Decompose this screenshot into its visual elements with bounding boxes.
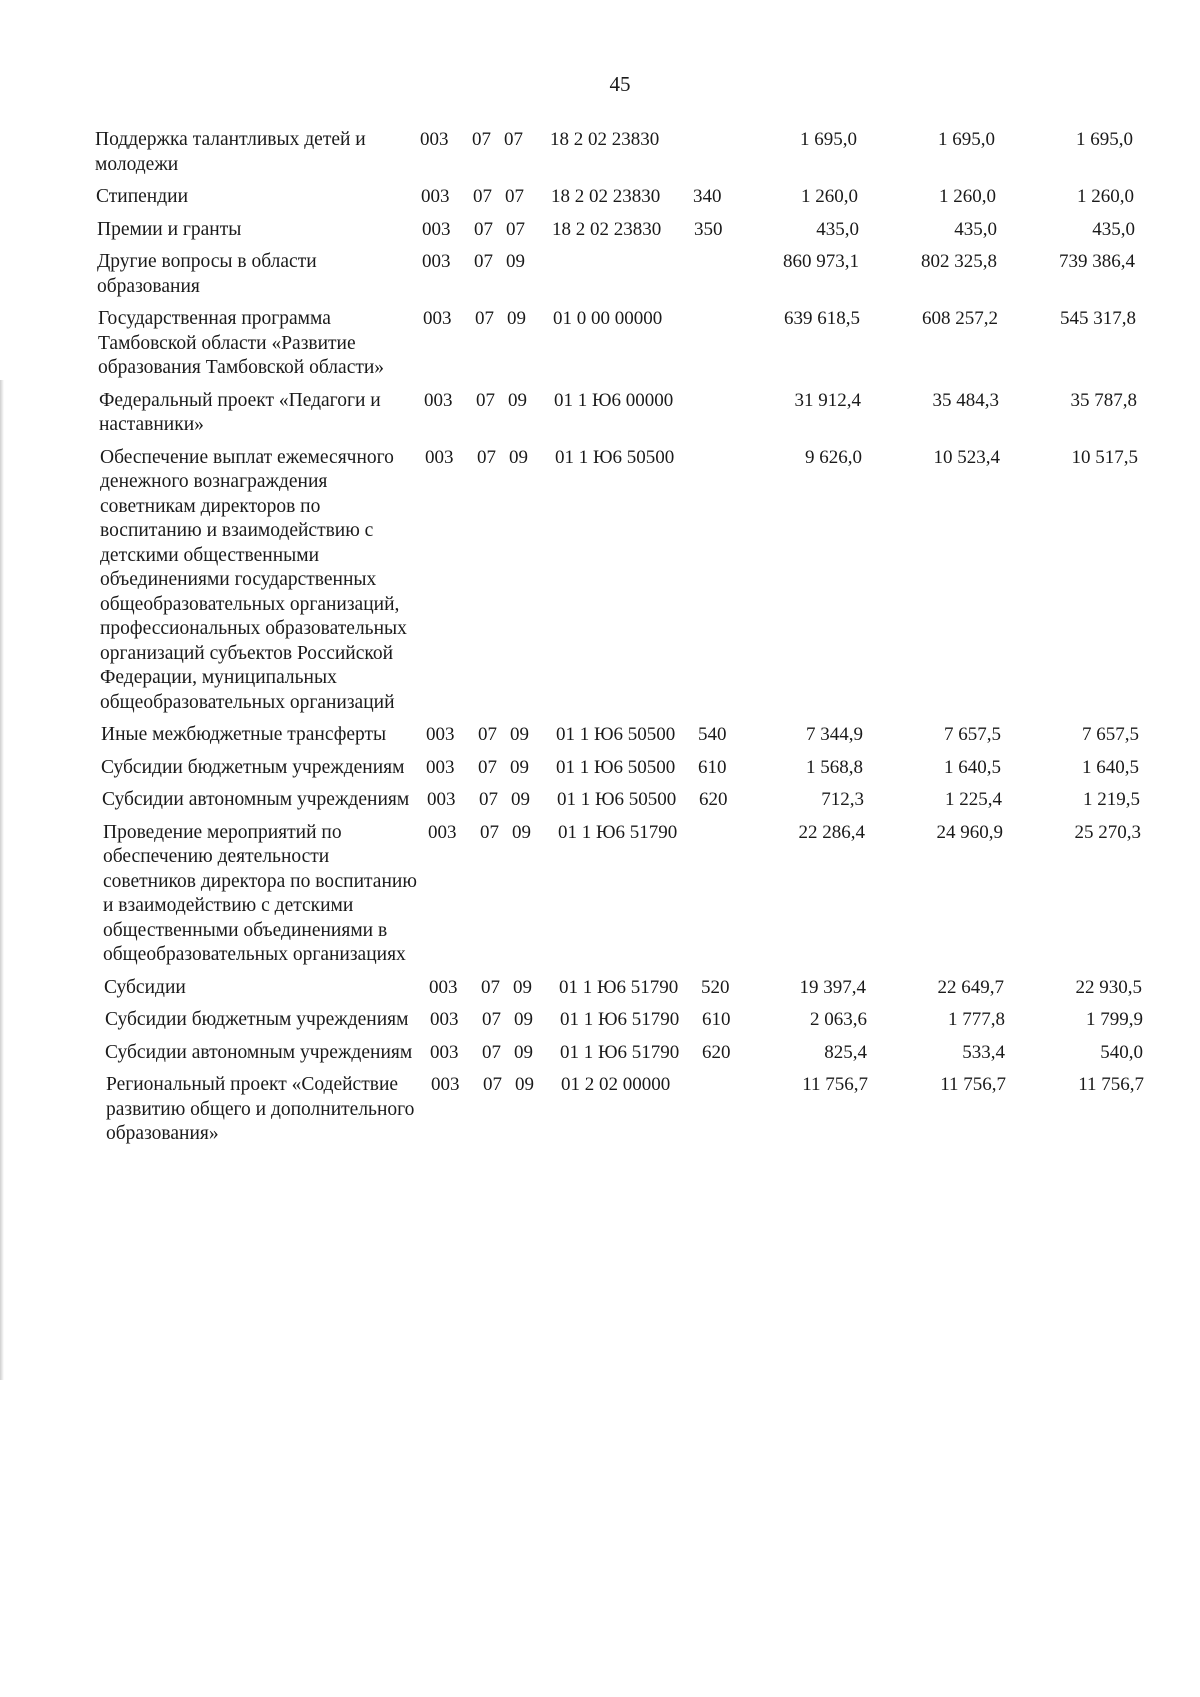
section-code: 07 <box>480 821 499 843</box>
table-row <box>100 446 1180 716</box>
section-code: 07 <box>473 186 492 207</box>
page-number: 45 <box>609 72 631 96</box>
amount-year-1: 860 973,1 <box>783 251 859 272</box>
amount-year-3: 540,0 <box>1100 1041 1143 1063</box>
ministry-code: 003 <box>425 446 454 468</box>
expense-type-code: 620 <box>702 1041 731 1063</box>
expense-item-name: Поддержка талантливых детей и молодежи <box>95 129 366 175</box>
amount-year-3: 739 386,4 <box>1059 251 1135 272</box>
expense-type-code: 340 <box>693 186 722 207</box>
target-article-code: 01 1 Ю6 50500 <box>556 724 676 745</box>
section-code: 07 <box>477 446 496 468</box>
expense-item-name: Премии и гранты <box>97 218 242 240</box>
table-row <box>101 756 1181 781</box>
amount-year-1: 1 260,0 <box>801 186 858 207</box>
expense-type-code: 540 <box>698 724 727 745</box>
table-row <box>97 218 1177 243</box>
amount-year-1: 2 063,6 <box>810 1009 867 1030</box>
expense-type-code: 350 <box>694 218 723 240</box>
amount-year-3: 1 219,5 <box>1083 789 1140 810</box>
section-code: 07 <box>476 389 495 411</box>
amount-year-3: 10 517,5 <box>1071 446 1138 468</box>
target-article-code: 01 1 Ю6 50500 <box>557 789 677 810</box>
subsection-code: 07 <box>504 129 523 150</box>
ministry-code: 003 <box>422 218 451 240</box>
amount-year-3: 22 930,5 <box>1075 976 1142 998</box>
ministry-code: 003 <box>426 756 455 778</box>
subsection-code: 07 <box>506 218 525 240</box>
ministry-code: 003 <box>422 251 451 272</box>
subsection-code: 09 <box>510 724 529 745</box>
amount-year-2: 1 777,8 <box>948 1009 1005 1030</box>
table-row <box>105 1041 1185 1066</box>
expense-item-name: Федеральный проект «Педагоги и наставники» <box>99 389 381 435</box>
amount-year-3: 1 640,5 <box>1082 756 1139 778</box>
ministry-code: 003 <box>427 789 456 810</box>
expense-item-name: Региональный проект «Содействие развитию общего и дополнительного образования» <box>106 1074 415 1144</box>
amount-year-3: 1 695,0 <box>1076 129 1133 150</box>
amount-year-3: 7 657,5 <box>1082 724 1139 745</box>
subsection-code: 09 <box>509 446 528 468</box>
section-code: 07 <box>479 789 498 810</box>
target-article-code: 01 2 02 00000 <box>561 1074 671 1095</box>
amount-year-2: 24 960,9 <box>936 821 1003 843</box>
ministry-code: 003 <box>429 976 458 998</box>
scan-edge-shadow <box>0 380 4 1380</box>
amount-year-1: 825,4 <box>824 1041 867 1063</box>
amount-year-3: 25 270,3 <box>1074 821 1141 843</box>
target-article-code: 18 2 02 23830 <box>550 129 660 150</box>
section-code: 07 <box>478 724 497 745</box>
table-row <box>98 307 1178 381</box>
budget-table <box>95 128 1175 1155</box>
amount-year-2: 1 640,5 <box>944 756 1001 778</box>
table-row <box>102 788 1182 813</box>
amount-year-2: 1 260,0 <box>939 186 996 207</box>
amount-year-1: 7 344,9 <box>806 724 863 745</box>
amount-year-2: 35 484,3 <box>932 389 999 411</box>
table-row <box>101 723 1181 748</box>
expense-type-code: 620 <box>699 789 728 810</box>
table-row <box>97 250 1177 299</box>
section-code: 07 <box>474 218 493 240</box>
target-article-code: 01 0 00 00000 <box>553 308 663 329</box>
section-code: 07 <box>475 308 494 329</box>
section-code: 07 <box>482 1041 501 1063</box>
section-code: 07 <box>482 1009 501 1030</box>
ministry-code: 003 <box>420 129 449 150</box>
amount-year-3: 11 756,7 <box>1078 1074 1144 1095</box>
ministry-code: 003 <box>421 186 450 207</box>
section-code: 07 <box>478 756 497 778</box>
amount-year-1: 712,3 <box>821 789 864 810</box>
amount-year-1: 22 286,4 <box>798 821 865 843</box>
section-code: 07 <box>481 976 500 998</box>
table-row <box>104 976 1184 1001</box>
target-article-code: 01 1 Ю6 00000 <box>554 389 674 411</box>
expense-item-name: Другие вопросы в области образования <box>97 251 317 297</box>
table-row <box>99 389 1179 438</box>
section-code: 07 <box>483 1074 502 1095</box>
ministry-code: 003 <box>426 724 455 745</box>
subsection-code: 09 <box>510 756 529 778</box>
amount-year-2: 22 649,7 <box>937 976 1004 998</box>
expense-type-code: 610 <box>702 1009 731 1030</box>
ministry-code: 003 <box>424 389 453 411</box>
expense-item-name: Обеспечение выплат ежемесячного денежного вознаграждения советникам директоров по воспитанию и взаимодействию с детскими общественными объединениями государственных общеобразовательных организаций, профессиональных образовательных организаций субъектов Российской Федерации, муниципальных общеобразовательных организаций <box>100 446 407 713</box>
expense-item-name: Субсидии бюджетным учреждениям <box>101 756 405 778</box>
amount-year-1: 19 397,4 <box>799 976 866 998</box>
subsection-code: 09 <box>514 1009 533 1030</box>
target-article-code: 01 1 Ю6 51790 <box>558 821 678 843</box>
table-row <box>103 821 1183 968</box>
amount-year-2: 10 523,4 <box>933 446 1000 468</box>
target-article-code: 01 1 Ю6 51790 <box>559 976 679 998</box>
table-row <box>95 128 1175 177</box>
amount-year-3: 1 799,9 <box>1086 1009 1143 1030</box>
amount-year-1: 31 912,4 <box>794 389 861 411</box>
expense-item-name: Стипендии <box>96 186 189 207</box>
target-article-code: 01 1 Ю6 50500 <box>555 446 675 468</box>
subsection-code: 09 <box>508 389 527 411</box>
subsection-code: 09 <box>515 1074 534 1095</box>
expense-type-code: 610 <box>698 756 727 778</box>
amount-year-1: 1 695,0 <box>800 129 857 150</box>
amount-year-3: 435,0 <box>1092 218 1135 240</box>
ministry-code: 003 <box>430 1009 459 1030</box>
subsection-code: 09 <box>514 1041 533 1063</box>
section-code: 07 <box>472 129 491 150</box>
expense-type-code: 520 <box>701 976 730 998</box>
subsection-code: 07 <box>505 186 524 207</box>
amount-year-2: 1 225,4 <box>945 789 1002 810</box>
ministry-code: 003 <box>430 1041 459 1063</box>
expense-item-name: Субсидии автономным учреждениям <box>105 1041 413 1063</box>
amount-year-1: 435,0 <box>816 218 859 240</box>
target-article-code: 01 1 Ю6 51790 <box>560 1041 680 1063</box>
amount-year-2: 1 695,0 <box>938 129 995 150</box>
expense-item-name: Субсидии бюджетным учреждениям <box>105 1009 409 1030</box>
table-row <box>105 1008 1185 1033</box>
section-code: 07 <box>474 251 493 272</box>
amount-year-3: 1 260,0 <box>1077 186 1134 207</box>
table-row <box>106 1073 1186 1147</box>
amount-year-1: 11 756,7 <box>802 1074 868 1095</box>
subsection-code: 09 <box>507 308 526 329</box>
target-article-code: 01 1 Ю6 50500 <box>556 756 676 778</box>
expense-item-name: Проведение мероприятий по обеспечению деятельности советников директора по воспитанию и взаимодействию с детскими общественными объединениями в общеобразовательных организациях <box>103 821 417 965</box>
subsection-code: 09 <box>511 789 530 810</box>
amount-year-2: 435,0 <box>954 218 997 240</box>
target-article-code: 18 2 02 23830 <box>552 218 662 240</box>
expense-item-name: Субсидии автономным учреждениям <box>102 789 410 810</box>
amount-year-1: 9 626,0 <box>805 446 862 468</box>
amount-year-3: 35 787,8 <box>1070 389 1137 411</box>
expense-item-name: Иные межбюджетные трансферты <box>101 724 387 745</box>
ministry-code: 003 <box>423 308 452 329</box>
expense-item-name: Государственная программа Тамбовской области «Развитие образования Тамбовской области» <box>98 308 385 378</box>
amount-year-2: 11 756,7 <box>940 1074 1006 1095</box>
amount-year-2: 7 657,5 <box>944 724 1001 745</box>
subsection-code: 09 <box>506 251 525 272</box>
amount-year-3: 545 317,8 <box>1060 308 1136 329</box>
subsection-code: 09 <box>512 821 531 843</box>
subsection-code: 09 <box>513 976 532 998</box>
ministry-code: 003 <box>428 821 457 843</box>
target-article-code: 01 1 Ю6 51790 <box>560 1009 680 1030</box>
amount-year-2: 608 257,2 <box>922 308 998 329</box>
amount-year-2: 802 325,8 <box>921 251 997 272</box>
amount-year-1: 639 618,5 <box>784 308 860 329</box>
target-article-code: 18 2 02 23830 <box>551 186 661 207</box>
ministry-code: 003 <box>431 1074 460 1095</box>
amount-year-1: 1 568,8 <box>806 756 863 778</box>
amount-year-2: 533,4 <box>962 1041 1005 1063</box>
expense-item-name: Субсидии <box>104 976 186 998</box>
table-row <box>96 185 1176 210</box>
